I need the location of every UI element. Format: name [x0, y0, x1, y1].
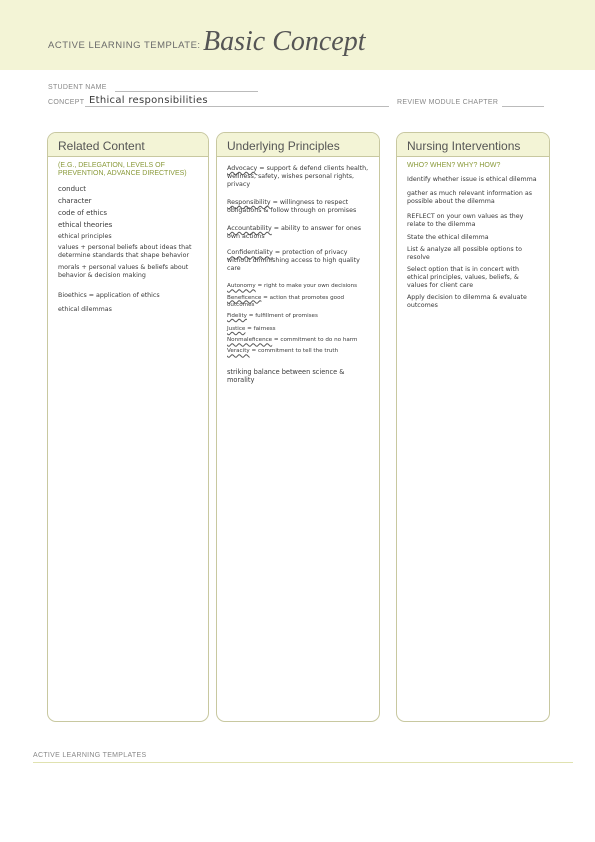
principle-text: = action that promotes good outcomes: [227, 294, 345, 308]
intervention-item: Apply decision to dilemma & evaluate outcomes: [407, 293, 527, 309]
principle-text: = support & defend clients health, wellness, safety, wishes personal rights, privacy: [227, 165, 369, 189]
related-content-panel: [47, 132, 209, 722]
principle-term: Beneficence: [227, 294, 262, 301]
student-name-field[interactable]: [115, 91, 258, 92]
principle-text: = willingness to respect obligations & follow through on promises: [227, 199, 357, 215]
underlying-principles-panel: [216, 132, 380, 722]
nursing-interventions-heading: Nursing Interventions: [397, 133, 549, 157]
principle-item: [227, 295, 369, 309]
principle-item: [227, 337, 369, 344]
student-name-label: STUDENT NAME: [48, 84, 107, 91]
principle-text: = fairness: [245, 326, 276, 333]
principle-term: Veracity: [227, 348, 250, 355]
principle-item: [227, 368, 369, 385]
intervention-item: State the ethical dilemma: [407, 233, 489, 241]
related-item: code of ethics: [58, 208, 108, 217]
principle-item: [227, 199, 369, 215]
principle-text: = right to make your own decisions: [255, 283, 358, 290]
concept-field[interactable]: [85, 95, 389, 107]
principle-text: = commitment to tell the truth: [249, 348, 339, 355]
principle-term: Advocacy: [227, 165, 258, 172]
principle-item: [227, 283, 369, 290]
template-banner: [0, 0, 595, 70]
principle-text: = commitment to do no harm: [272, 337, 358, 344]
nursing-interventions-panel: [396, 132, 550, 722]
template-label: ACTIVE LEARNING TEMPLATE:: [48, 40, 201, 51]
related-content-subtitle: (E.G., DELEGATION, LEVELS OF PREVENTION, ADVANCE DIRECTIVES): [58, 162, 187, 178]
concept-label: CONCEPT: [48, 99, 85, 106]
principle-term: Nonmaleficence: [227, 337, 273, 344]
principle-text: striking balance between science & morality: [227, 367, 345, 384]
principle-text: = ability to answer for ones own actions: [227, 225, 362, 241]
review-module-field[interactable]: [502, 106, 544, 107]
intervention-item: Identify whether issue is ethical dilemma: [407, 176, 537, 184]
related-item: morals + personal values & beliefs about behavior & decision making: [58, 263, 189, 279]
principle-item: [227, 313, 369, 320]
principle-item: [227, 165, 369, 189]
concept-value: Ethical responsibilities: [89, 95, 208, 106]
principle-item: [227, 225, 369, 241]
related-content-heading: Related Content: [48, 133, 208, 157]
principle-term: Confidentiality: [227, 249, 273, 257]
related-item: values + personal beliefs about ideas that determine standards that shape behavior: [58, 243, 192, 259]
template-title: Basic Concept: [203, 26, 366, 57]
related-item: ethical principles: [58, 232, 112, 240]
principle-text: = protection of privacy without diminishing access to high quality care: [227, 249, 360, 273]
related-item: Bioethics = application of ethics: [58, 291, 160, 299]
footer-label: ACTIVE LEARNING TEMPLATES: [33, 752, 147, 759]
related-item: ethical theories: [58, 220, 113, 229]
intervention-item: Select option that is in concert with ethical principles, values, beliefs, & values for client care: [407, 265, 519, 289]
related-item: character: [58, 196, 92, 205]
principle-item: [227, 249, 369, 273]
principle-term: Autonomy: [227, 283, 256, 290]
principle-item: [227, 348, 369, 355]
intervention-item: List & analyze all possible options to resolve: [407, 245, 522, 261]
principle-text: = fulfillment of promises: [246, 312, 318, 319]
footer-divider: [33, 762, 573, 763]
principle-term: Justice: [227, 326, 246, 333]
principle-term: Accountability: [227, 225, 272, 233]
review-module-label: REVIEW MODULE CHAPTER: [397, 99, 499, 106]
underlying-principles-heading: Underlying Principles: [217, 133, 379, 157]
intervention-item: gather as much relevant information as possible about the dilemma: [407, 190, 532, 206]
related-item: ethical dilemmas: [58, 305, 112, 313]
principle-term: Fidelity: [227, 312, 247, 319]
nursing-interventions-subtitle: WHO? WHEN? WHY? HOW?: [407, 162, 501, 169]
principle-term: Responsibility: [227, 199, 271, 207]
principle-item: [227, 326, 369, 333]
intervention-item: REFLECT on your own values as they relate to the dilemma: [407, 212, 524, 228]
related-item: conduct: [58, 184, 87, 193]
